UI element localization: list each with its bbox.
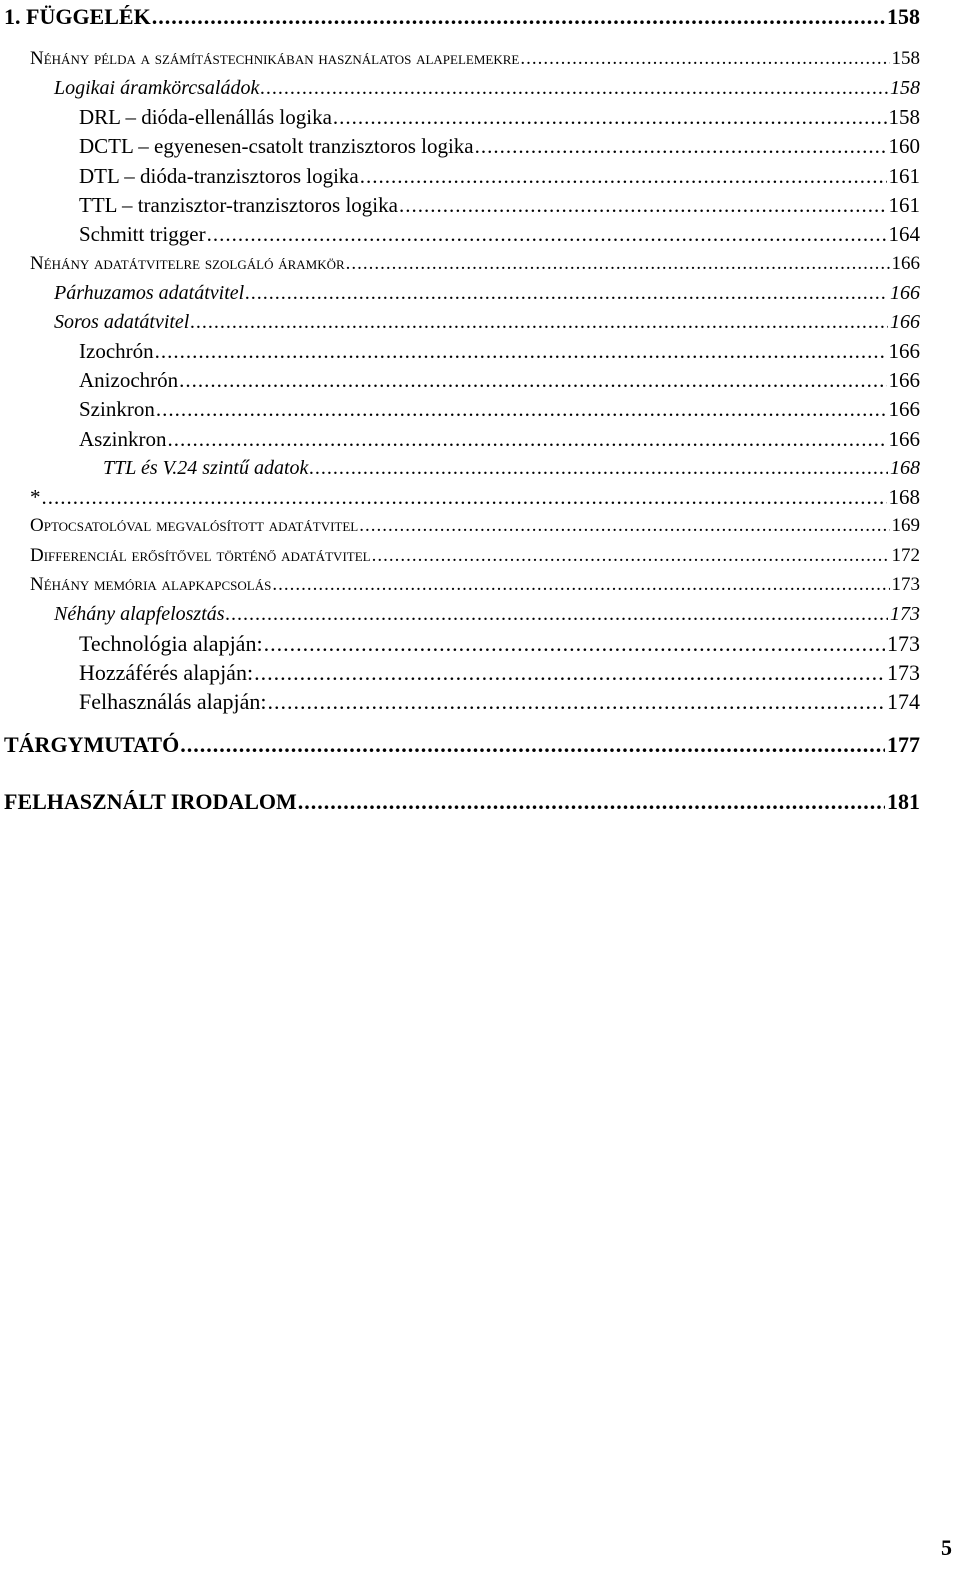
toc-entry-page: 166 — [890, 311, 920, 333]
toc-entry-page: 166 — [888, 397, 920, 421]
toc-entry-page: 174 — [887, 689, 920, 714]
toc-dot-leader — [333, 107, 887, 128]
toc-dot-leader — [155, 341, 887, 362]
toc-entry-title: Differenciál erősítővel történő adatátvitel — [30, 545, 371, 566]
toc-dot-leader — [156, 399, 887, 420]
toc-entry[interactable] — [0, 136, 920, 157]
toc-entry-page: 158 — [888, 105, 920, 129]
toc-entry-page: 158 — [891, 48, 920, 69]
page-number: 5 — [941, 1535, 952, 1560]
toc-entry-page: 181 — [887, 789, 920, 814]
toc-entry-title: Hozzáférés alapján: — [79, 660, 254, 685]
toc-dot-leader — [475, 136, 887, 157]
toc-entry[interactable] — [0, 546, 920, 565]
toc-entry-page: 158 — [890, 77, 920, 99]
toc-dot-leader — [359, 516, 889, 535]
toc-entry-page: 177 — [887, 732, 920, 757]
toc-entry[interactable] — [0, 791, 920, 813]
toc-entry[interactable] — [0, 370, 920, 391]
toc-entry-title: Izochrón — [79, 339, 154, 363]
toc-dot-leader — [298, 791, 885, 813]
toc-entry-title: Aszinkron — [79, 427, 167, 451]
toc-entry-title: FELHASZNÁLT IRODALOM — [4, 789, 297, 814]
toc-entry[interactable] — [0, 78, 920, 98]
toc-dot-leader — [268, 691, 885, 713]
toc-entry[interactable] — [0, 254, 920, 273]
toc-dot-leader — [180, 734, 885, 756]
toc-dot-leader — [264, 633, 885, 655]
toc-dot-leader — [254, 662, 885, 684]
toc-entry-title: Felhasználás alapján: — [79, 689, 267, 714]
toc-entry-page: 166 — [891, 253, 920, 274]
toc-entry-title: Logikai áramkörcsaládok — [54, 77, 260, 99]
toc-entry-title: Néhány memória alapkapcsolás — [30, 574, 272, 595]
toc-entry[interactable] — [0, 516, 920, 535]
toc-entry-title: Néhány példa a számítástechnikában használatos alapelemekre — [30, 48, 520, 69]
toc-entry-title: TTL – tranzisztor-tranzisztoros logika — [79, 193, 398, 217]
toc-entry-page: 161 — [888, 164, 920, 188]
toc-entry[interactable] — [0, 633, 920, 655]
toc-entry[interactable] — [0, 487, 920, 508]
toc-entry-page: 166 — [888, 339, 920, 363]
toc-entry[interactable] — [0, 6, 920, 28]
toc-entry[interactable] — [0, 312, 920, 332]
toc-entry-title: TÁRGYMUTATÓ — [4, 732, 180, 757]
toc-dot-leader — [207, 224, 887, 245]
toc-entry-title: DCTL – egyenesen-csatolt tranzisztoros logika — [79, 134, 474, 158]
toc-dot-leader — [179, 370, 886, 391]
toc-entry-title: Optocsatolóval megvalósított adatátvitel — [30, 515, 359, 536]
toc-dot-leader — [272, 575, 889, 594]
toc-entry-page: 173 — [890, 603, 920, 625]
toc-dot-leader — [520, 49, 889, 68]
toc-entry-title: Néhány adatátvitelre szolgáló áramkör — [30, 253, 345, 274]
toc-entry[interactable] — [0, 429, 920, 450]
toc-entry-title: Soros adatátvitel — [54, 311, 190, 333]
toc-dot-leader — [226, 604, 888, 624]
toc-entry-page: 173 — [887, 660, 920, 685]
toc-entry[interactable] — [0, 49, 920, 68]
toc-dot-leader — [399, 195, 887, 216]
toc-entry-page: 161 — [888, 193, 920, 217]
toc-dot-leader — [360, 166, 887, 187]
toc-dot-leader — [309, 458, 888, 478]
toc-entry-page: 166 — [888, 427, 920, 451]
toc-entry-title: 1. FÜGGELÉK — [4, 4, 151, 29]
toc-entry[interactable] — [0, 224, 920, 245]
toc-entry-title: Anizochrón — [79, 368, 179, 392]
toc-entry-title: Technológia alapján: — [79, 631, 263, 656]
toc-entry-page: 172 — [891, 545, 920, 566]
toc-dot-leader — [372, 546, 890, 565]
toc-dot-leader — [42, 487, 887, 508]
toc-entry[interactable] — [0, 734, 920, 756]
toc-entry[interactable] — [0, 575, 920, 594]
toc-entry-title: DTL – dióda-tranzisztoros logika — [79, 164, 359, 188]
toc-entry-page: 158 — [887, 4, 920, 29]
toc-entry[interactable] — [0, 399, 920, 420]
toc-dot-leader — [346, 254, 890, 273]
toc-dot-leader — [245, 283, 888, 303]
toc-dot-leader — [168, 429, 887, 450]
toc-entry-title: Néhány alapfelosztás — [54, 603, 225, 625]
toc-entry-title: Párhuzamos adatátvitel — [54, 282, 245, 304]
toc-entry[interactable] — [0, 107, 920, 128]
toc-entry[interactable] — [0, 283, 920, 303]
toc-dot-leader — [190, 312, 888, 332]
toc-entry-title: * — [30, 485, 41, 509]
toc-entry[interactable] — [0, 662, 920, 684]
toc-entry-page: 168 — [890, 457, 920, 479]
toc-entry-page: 173 — [887, 631, 920, 656]
toc-entry[interactable] — [0, 195, 920, 216]
toc-entry[interactable] — [0, 166, 920, 187]
toc-entry[interactable] — [0, 604, 920, 624]
toc-entry-page: 166 — [890, 282, 920, 304]
toc-entry-page: 168 — [888, 485, 920, 509]
toc-entry[interactable] — [0, 691, 920, 713]
toc-entry-page: 160 — [888, 134, 920, 158]
toc-dot-leader — [260, 78, 888, 98]
toc-dot-leader — [152, 6, 885, 28]
toc-entry-page: 164 — [888, 222, 920, 246]
toc-entry-title: Szinkron — [79, 397, 155, 421]
toc-entry[interactable] — [0, 341, 920, 362]
toc-entry-page: 166 — [888, 368, 920, 392]
toc-entry-page: 169 — [891, 515, 920, 536]
toc-entry[interactable] — [0, 458, 920, 478]
toc-entry-title: TTL és V.24 szintű adatok — [103, 457, 309, 479]
toc-entry-title: Schmitt trigger — [79, 222, 206, 246]
toc-entry-page: 173 — [891, 574, 920, 595]
toc-entry-title: DRL – dióda-ellenállás logika — [79, 105, 332, 129]
